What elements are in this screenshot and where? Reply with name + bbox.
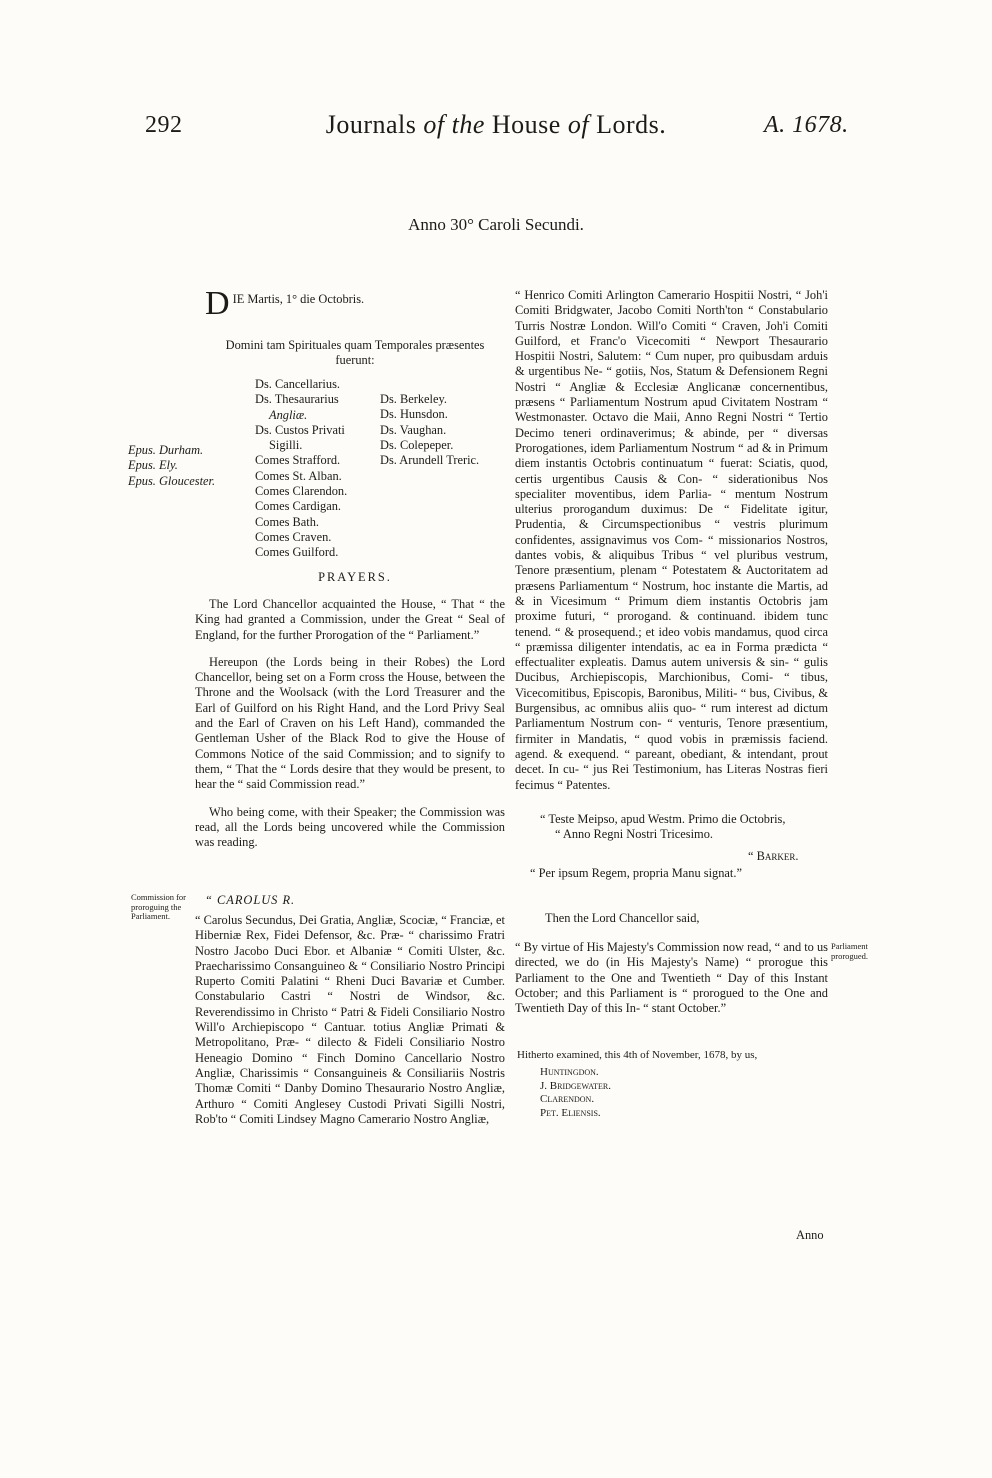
lord-entry: Sigilli. xyxy=(269,438,303,453)
margin-note: Commission for proroguing the Parliament. xyxy=(131,892,187,921)
lord-entry: Ds. Berkeley. xyxy=(380,392,447,406)
left-body xyxy=(195,597,505,862)
lord-entry: Angliæ. xyxy=(269,407,308,422)
then-said: Then the Lord Chancellor said, xyxy=(545,911,700,925)
signature-barker: “ Barker. xyxy=(748,849,799,863)
drop-cap: D xyxy=(205,285,230,322)
lord-entry: Ds. Thesaurarius xyxy=(255,392,339,407)
title-word: Journals xyxy=(325,110,417,139)
dateline xyxy=(205,285,505,322)
signatory: Huntingdon. xyxy=(540,1066,599,1078)
attendance-list-2 xyxy=(380,392,479,468)
domini-statement: Domini tam Spirituales quam Temporales præsentes fuerunt: xyxy=(225,338,485,368)
paragraph: Who being come, with their Speaker; the Commission was read, all the Lords being uncovered while the Commission was reading. xyxy=(195,804,505,850)
title-word: the xyxy=(451,110,485,139)
bishop-entry: Epus. Ely. xyxy=(128,458,178,473)
signatory: J. Bridgewater. xyxy=(540,1079,611,1092)
lord-entry: Comes Strafford. xyxy=(255,453,341,468)
lord-entry: Ds. Hunsdon. xyxy=(380,407,448,422)
lord-entry: Ds. Vaughan. xyxy=(380,422,447,437)
bishop-entry: Epus. Gloucester. xyxy=(128,473,216,488)
hitherto-line: Hitherto examined, this 4th of November, 1678, by us, xyxy=(517,1049,758,1061)
title-word: of xyxy=(423,110,445,139)
catchword: Anno xyxy=(796,1228,824,1242)
lord-entry: Comes Craven. xyxy=(255,529,332,544)
margin-note: Parliament prorogued. xyxy=(831,941,869,961)
lord-entry: Comes Clarendon. xyxy=(255,484,348,499)
page-number: 292 xyxy=(145,112,183,138)
commission-continued: “ Henrico Comiti Arlington Camerario Hospitii Nostri, “ Joh'i Comiti Bridgwater, Jacobo Comiti North'ton “ Constabulario Turris Nostræ London. Will'o Comiti “ Craven, Joh'i Comiti Guilford, et Franc'o Vicecomiti “ Newport Thesaurario Hospitii Nostri, Salutem: “ Cum nuper, pro quibusdam arduis & urgentibus Ne- “ gotiis, Nos, Statum & Defensionem Regni Nostri “ Angliæ & Ecclesiæ Anglicanæ concernentibus, præsens “ Parliamentum Nostrum apud Civitatem Nostram “ Westmonaster. Octavo die Maii, Anno Regni Nostri “ Tertio Decimo teneri ordinaverimus; & abinde, per “ diversas Prorogationes, idem Parliamentum Nostrum “ ad & in Primum diem instantis Octobris continuatum “ fuerat: Sciatis, quod, certis urgentibus Causis & Con- “ siderationibus Nos specialiter moventibus, idem Parlia- “ mentum Nostrum ulterius prorogandum duximus: De “ Fidelitate igitur, Prudentia, & Circumspectionibus “ vestris plurimum confidentes, assignavimus vos Com- “ missionarios Nostros, dantes vobis, & aliquibus Tribus “ vel pluribus vestrum, Tenore præsentium, plenam “ Potestatem & Auctoritatem ad præsens Parliamentum “ Nostrum, hoc instante die Martis, ad & in Vicesimum “ Primum diem instantis Octobris jam proxime futuri, “ prorogand. & continuand. ibidem tunc tenend. “ & prosequend.; et ideo vobis mandamus, quod circa “ præmissa diligenter intendatis, ac ea in Forma prædicta “ effectualiter expleatis. Damus autem universis & sin- “ gulis Ducibus, Archiepiscopis, Marchionibus, Comi- “ tibus, Vicecomitibus, Episcopis, Baronibus, Militi- “ bus, Civibus, & Burgensibus, ac omnibus aliis quo- “ rum interest ad dictum Parliamentum Nostrum con- “ venturis, Tenore præsentium, firmiter in Mandatis, “ quod vobis in præmissis faciend. agend. & exequend. “ pareant, obediant, & intendant, prout decet. In cu- “ jus Rei Testimonium, has Literas Nostras fieri fecimus “ Patentes. xyxy=(515,288,828,792)
bishop-entry: Epus. Durham. xyxy=(128,443,204,457)
dateline-text: IE Martis, 1° die Octobris. xyxy=(232,292,365,306)
teste-line: “ Teste Meipso, apud Westm. Primo die Octobris, xyxy=(540,812,786,826)
signatories xyxy=(540,1066,611,1120)
signatory: Pet. Eliensis. xyxy=(540,1106,601,1119)
commission-text: “ Carolus Secundus, Dei Gratia, Angliæ, Scociæ, “ Franciæ, et Hiberniæ Rex, Fidei Defensor, &c. Præ- “ charissimo Fratri Nostro Jacobo Duci Ebor. et Albaniæ “ Comiti Ulster, &c. Praecharissimo Consanguineo & “ Consiliario Nostro Principi Ruperto Comiti Palatini “ Rheni Duci Bavariæ et Cumber. Constabulario Castri “ Nostri de Windsor, &c. Reverendissimo in Christo “ Patri & Fideli Consiliario Nostro Will'o Archiepiscopo “ Cantuar. totius Angliæ Primati & Metropolitano, Præ- “ dilecto & Fideli Consiliario Nostro Heneagio Domino “ Finch Domino Cancellario Nostro Angliæ, Charissimis “ Consanguineis & Consiliariis Nostris Thomæ Comiti “ Danby Domino Thesaurario Nostro Angliæ, Arthuro “ Comiti Anglesey Custodi Privati Sigilli Nostri, Rob'to “ Comiti Lindsey Magno Camerario Nostro Angliæ, xyxy=(195,913,505,1126)
teste-line: “ Anno Regni Nostri Tricesimo. xyxy=(555,827,713,841)
title-word: of xyxy=(567,110,590,139)
lord-entry: Comes St. Alban. xyxy=(255,468,342,483)
lord-entry: Comes Bath. xyxy=(255,514,320,529)
lord-entry: Ds. Custos Privati xyxy=(255,422,345,437)
title-word: Lords. xyxy=(596,110,667,139)
lord-entry: Ds. Colepeper. xyxy=(380,437,454,452)
attendance-list-1 xyxy=(255,377,347,561)
per-ipsum-line: “ Per ipsum Regem, propria Manu signat.” xyxy=(530,866,742,880)
carolus-heading: “ CAROLUS R. xyxy=(205,893,296,907)
lord-entry: Ds. Cancellarius. xyxy=(255,377,340,391)
signatory: Clarendon. xyxy=(540,1093,595,1105)
chancellor-speech: “ By virtue of His Majesty's Commission now read, “ and to us directed, we do (in His Majesty's Name) “ prorogue this Parliament to the One and Twentieth “ Day of this Instant October; and this Parliament is “ prorogued to the One and Twentieth Day of this In- “ stant October.” xyxy=(515,940,828,1016)
regnal-year-heading: Anno 30° Caroli Secundi. xyxy=(408,215,584,234)
paragraph: Hereupon (the Lords being in their Robes) the Lord Chancellor, being set on a Form cross the House, between the Throne and the Woolsack (with the Lord Treasurer and the Earl of Guilford on his Right Hand, and the Lord Privy Seal and the Earl of Craven on his Left Hand), commanded the Gentleman Usher of the Black Rod to give the House of Commons Notice of the said Commission; and to signify to them, “ That the “ Lords desire that they would be present, to hear the “ said Commission read.” xyxy=(195,654,505,792)
year: A. 1678. xyxy=(764,112,849,138)
lord-entry: Comes Cardigan. xyxy=(255,499,342,514)
lord-entry: Comes Guilford. xyxy=(255,545,339,560)
prayers-heading: PRAYERS. xyxy=(318,570,392,584)
paragraph: The Lord Chancellor acquainted the House, “ That “ the King had granted a Commission, under the Great “ Seal of England, for the further Prorogation of the “ Parliament.” xyxy=(195,597,505,642)
bishops-list xyxy=(128,443,215,489)
lord-entry: Ds. Arundell Treric. xyxy=(380,453,480,468)
title-word: House xyxy=(491,110,561,139)
